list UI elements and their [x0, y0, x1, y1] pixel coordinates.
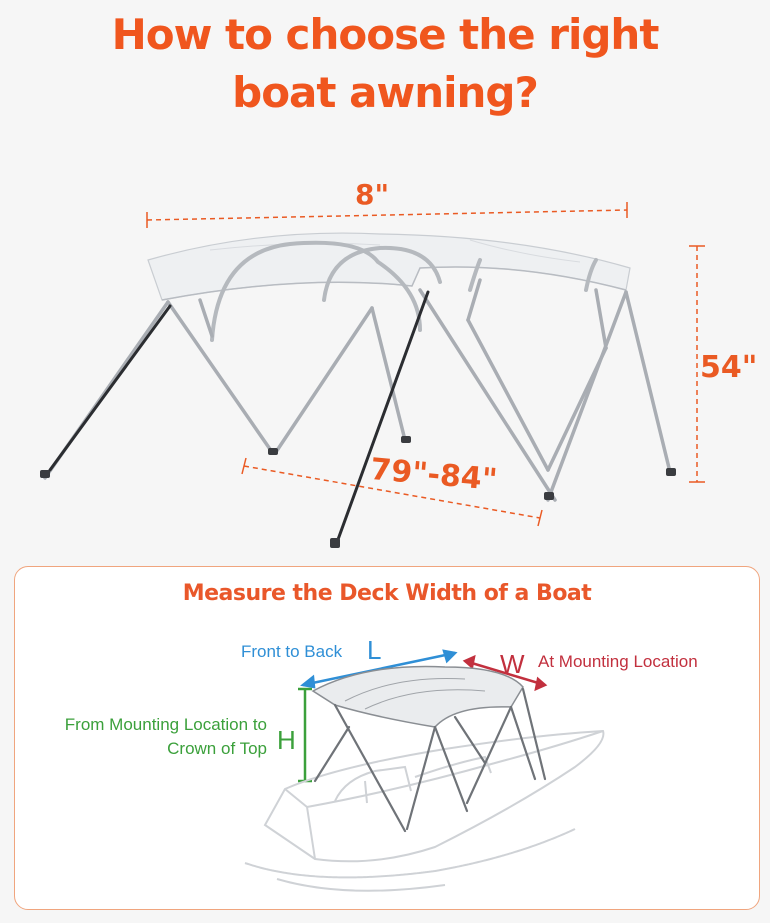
canopy-fabric	[148, 233, 630, 300]
width-value: 8"	[355, 178, 390, 211]
length-value: 79"-84"	[368, 452, 499, 498]
length-letter: L	[367, 635, 382, 665]
measure-panel	[14, 566, 760, 910]
width-letter: W	[500, 649, 525, 679]
deck-mounts	[40, 436, 676, 548]
height-value: 54"	[700, 350, 758, 385]
boat-hull	[245, 731, 603, 891]
title-line-2: boat awning?	[232, 68, 538, 117]
height-letter: H	[277, 725, 296, 755]
from-mounting-label: From Mounting Location to Crown of Top	[64, 715, 267, 758]
support-straps	[50, 292, 428, 545]
front-to-back-label: Front to Back	[241, 642, 343, 661]
at-mounting-label: At Mounting Location	[538, 652, 698, 671]
height-bracket	[298, 689, 312, 781]
title-line-1: How to choose the right	[111, 10, 659, 59]
frame-legs	[45, 280, 670, 500]
panel-title: Measure the Deck Width of a Boat	[182, 581, 592, 606]
